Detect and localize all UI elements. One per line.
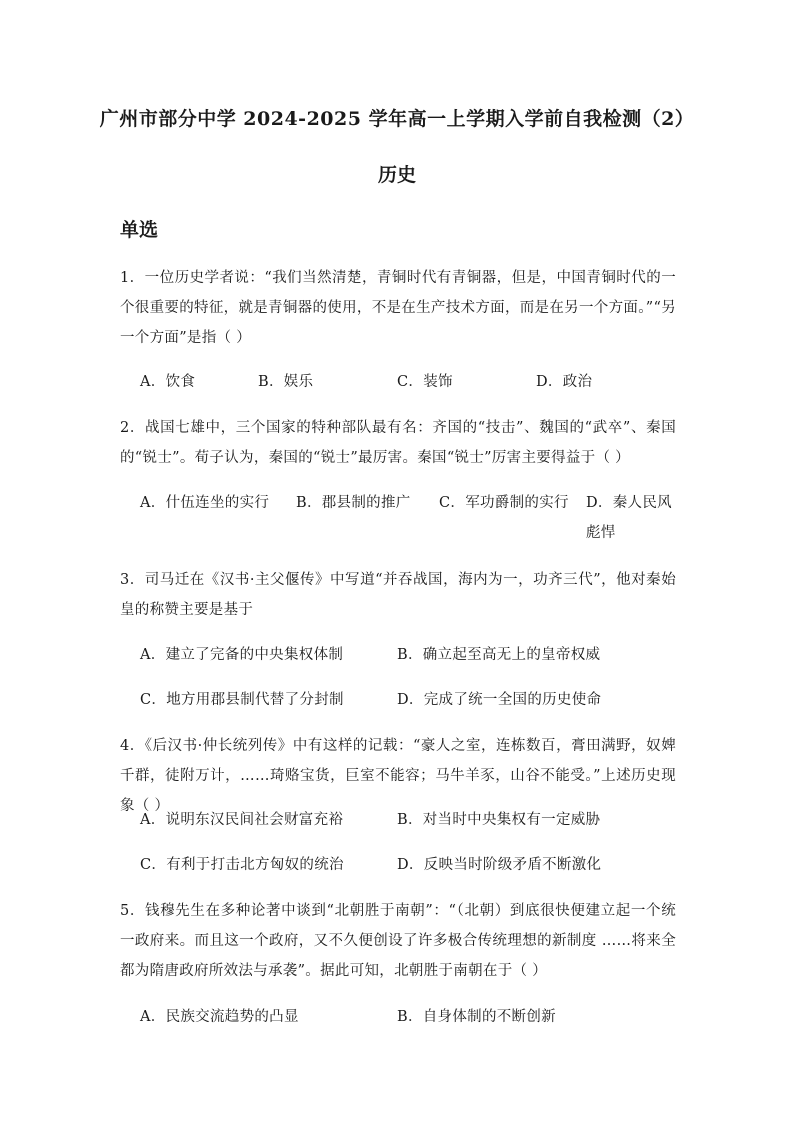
exam-subject: 历史 bbox=[377, 164, 416, 186]
question-4-stem: 4．《后汉书·仲长统列传》中有这样的记载：“豪人之室，连栋数百，膏田满野，奴婢千群，徒附万计，……琦赂宝货，巨室不能容；马牛羊豕，山谷不能受。”上述历史现象（ ） bbox=[120, 738, 676, 814]
section-heading: 单选 bbox=[120, 219, 159, 241]
question-3-option-d: D．完成了统一全国的历史使命 bbox=[397, 692, 602, 708]
question-1-option-c: C．装饰 bbox=[397, 374, 453, 390]
question-2-option-a: A．什伍连坐的实行 bbox=[140, 495, 270, 511]
question-4-option-d: D．反映当时阶级矛盾不断激化 bbox=[397, 857, 602, 873]
question-2-option-c: C．军功爵制的实行 bbox=[439, 495, 569, 511]
question-5-stem: 5．钱穆先生在多种论著中谈到“北朝胜于南朝”：“（北朝）到底很快便建立起一个统一政府来。而且这一个政府，又不久便创设了许多极合传统理想的新制度 ……将来全都为隋唐政府所效法与承袭”。据此可知，北朝胜于南朝在于（ ） bbox=[120, 903, 676, 979]
question-1-option-a: A．饮食 bbox=[140, 374, 196, 390]
exam-title: 广州市部分中学 2024-2025 学年高一上学期入学前自我检测（2） bbox=[99, 108, 695, 130]
question-1-option-d: D．政治 bbox=[536, 374, 593, 390]
question-3-option-b: B．确立起至高无上的皇帝权威 bbox=[397, 647, 601, 663]
question-3-option-a: A．建立了完备的中央集权体制 bbox=[140, 647, 344, 663]
question-5-option-b: B．自身体制的不断创新 bbox=[397, 1009, 556, 1025]
question-1-stem: 1．一位历史学者说：“我们当然清楚，青铜时代有青铜器，但是，中国青铜时代的一个很重要的特征，就是青铜器的使用，不是在生产技术方面，而是在另一个方面。”“另一个方面”是指（ ） bbox=[120, 270, 676, 346]
question-4-option-b: B．对当时中央集权有一定威胁 bbox=[397, 812, 601, 828]
question-2-stem: 2．战国七雄中，三个国家的特种部队最有名：齐国的“技击”、魏国的“武卒”、秦国的“锐士”。荀子认为，秦国的“锐士”最厉害。秦国“锐士”厉害主要得益于（ ） bbox=[120, 420, 676, 466]
question-1-option-b: B．娱乐 bbox=[258, 374, 314, 390]
question-4-option-c: C．有利于打击北方匈奴的统治 bbox=[140, 857, 344, 873]
question-5-option-a: A．民族交流趋势的凸显 bbox=[140, 1009, 299, 1025]
question-2-option-b: B．郡县制的推广 bbox=[296, 495, 411, 511]
question-3-stem: 3．司马迁在《汉书·主父偃传》中写道“并吞战国，海内为一，功齐三代”，他对秦始皇的称赞主要是基于 bbox=[120, 572, 676, 618]
question-2-option-d: D．秦人民风彪悍 bbox=[586, 495, 672, 541]
question-4-option-a: A．说明东汉民间社会财富充裕 bbox=[140, 812, 344, 828]
question-3-option-c: C．地方用郡县制代替了分封制 bbox=[140, 692, 344, 708]
